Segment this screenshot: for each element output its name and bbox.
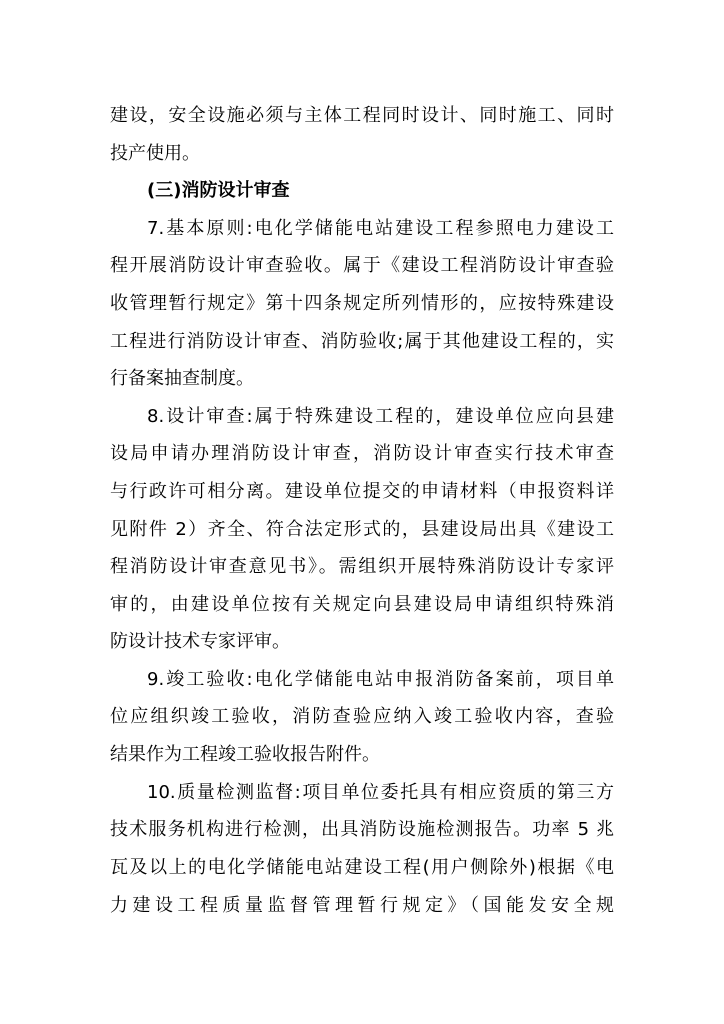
paragraph-8-line-4: 见附件 2）齐全、符合法定形式的，县建设局出具《建设工 [110,519,614,540]
paragraph-9-line-2: 位应组织竣工验收，消防查验应纳入竣工验收内容，查验 [110,706,614,727]
intro-line-1: 建设，安全设施必须与主体工程同时设计、同时施工、同时 [110,105,614,126]
paragraph-7-line-1: 7.基本原则:电化学储能电站建设工程参照电力建设工 [147,218,614,239]
section-heading: (三)消防设计审查 [147,180,290,201]
paragraph-7-line-3: 收管理暂行规定》第十四条规定所列情形的，应按特殊建设 [110,293,614,314]
paragraph-7-line-5: 行备案抽查制度。 [110,368,254,389]
paragraph-8-line-7: 防设计技术专家评审。 [110,631,290,652]
paragraph-10-line-1: 10.质量检测监督:项目单位委托具有相应资质的第三方 [147,782,614,803]
paragraph-8-line-2: 设局申请办理消防设计审查，消防设计审查实行技术审查 [110,443,614,464]
paragraph-7-line-4: 工程进行消防设计审查、消防验收;属于其他建设工程的，实 [110,331,614,352]
paragraph-10-line-2: 技术服务机构进行检测，出具消防设施检测报告。功率 5 兆 [110,819,614,840]
paragraph-10-line-4: 力建设工程质量监督管理暂行规定》（国能发安全规 [110,895,614,916]
paragraph-8-line-3: 与行政许可相分离。建设单位提交的申请材料（申报资料详 [110,481,614,502]
paragraph-8-line-5: 程消防设计审查意见书》。需组织开展特殊消防设计专家评 [110,556,614,577]
paragraph-8-line-1: 8.设计审查:属于特殊建设工程的，建设单位应向县建 [147,406,614,427]
paragraph-9-line-1: 9.竣工验收:电化学储能电站申报消防备案前，项目单 [147,669,614,690]
paragraph-8-line-6: 审的，由建设单位按有关规定向县建设局申请组织特殊消 [110,594,614,615]
paragraph-9-line-3: 结果作为工程竣工验收报告附件。 [110,744,380,765]
paragraph-10-line-3: 瓦及以上的电化学储能电站建设工程(用户侧除外)根据《电 [110,857,614,878]
paragraph-7-line-2: 程开展消防设计审查验收。属于《建设工程消防设计审查验 [110,255,614,276]
intro-line-2: 投产使用。 [110,143,200,164]
